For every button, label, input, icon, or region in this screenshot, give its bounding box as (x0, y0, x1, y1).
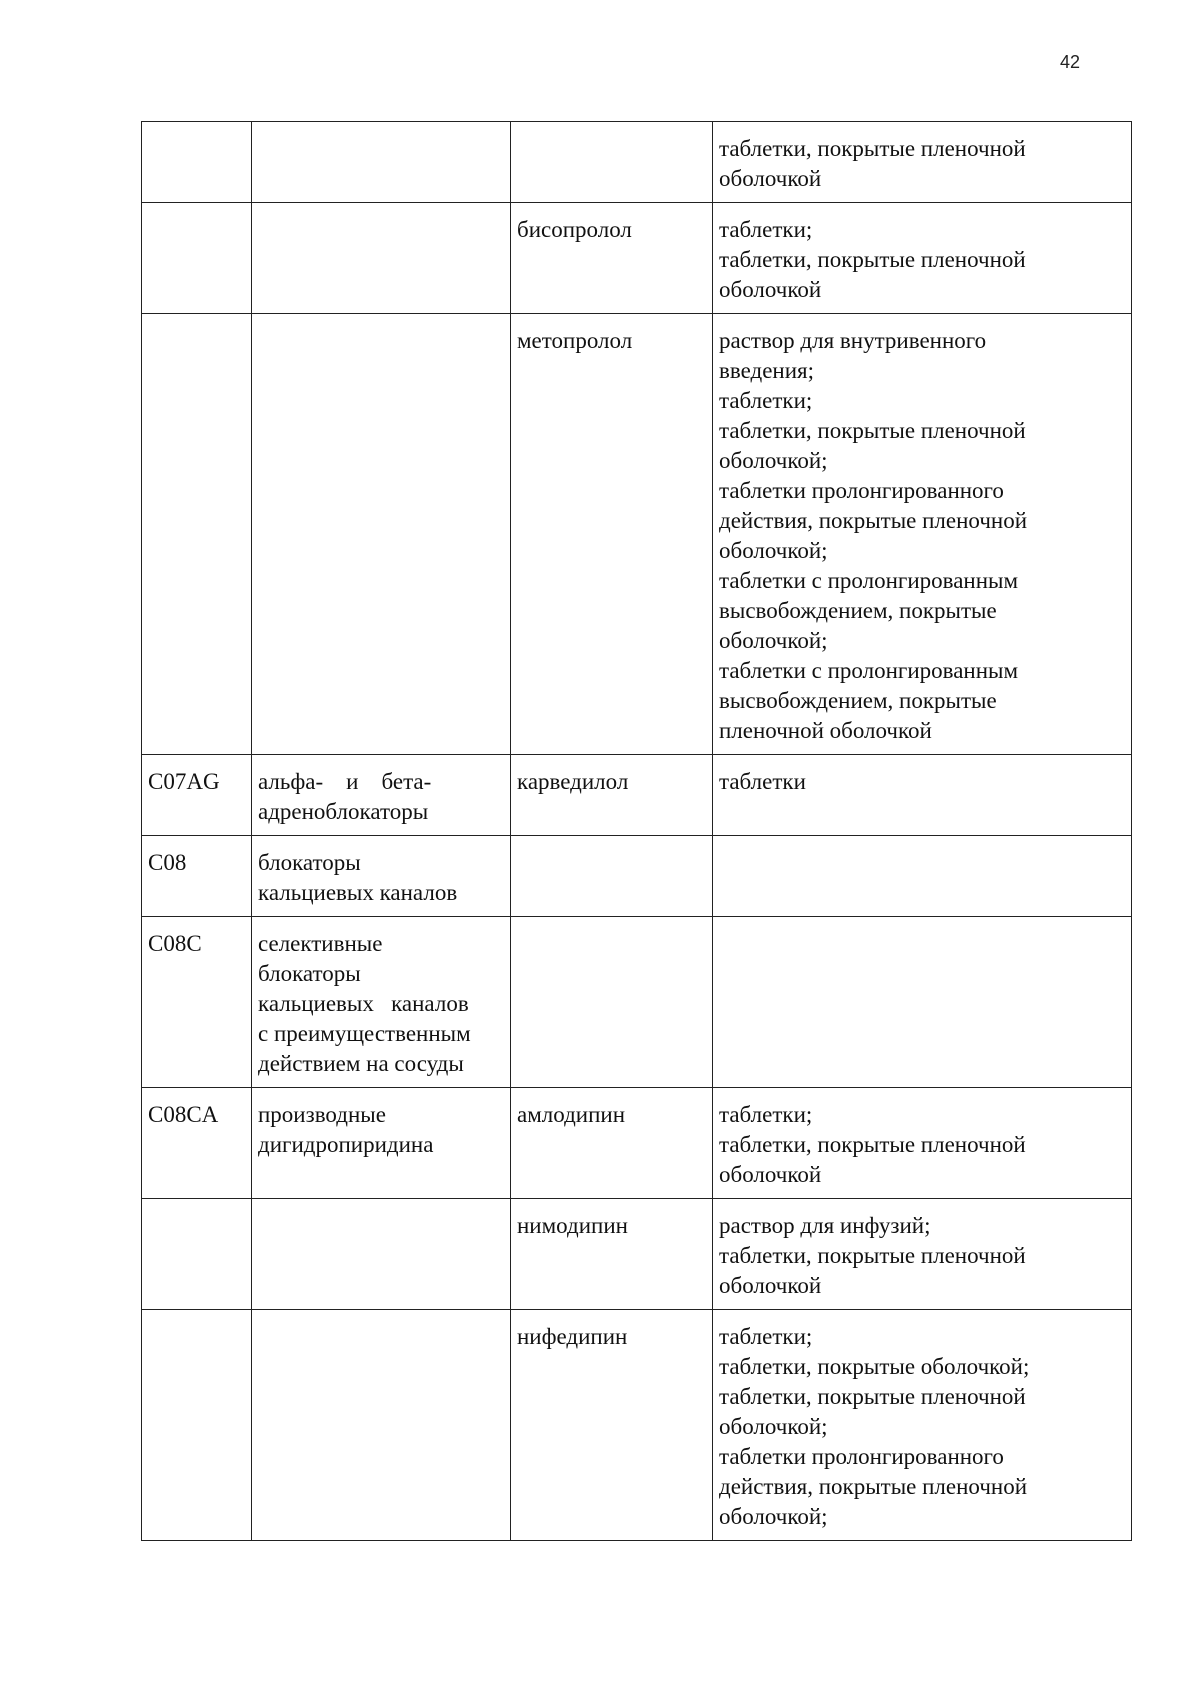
atc-code-cell: C08C (142, 917, 252, 1088)
table-row (142, 836, 1132, 917)
dosage-form-line: таблетки пролонгированного (719, 478, 1004, 503)
dosage-form-line: таблетки с пролонгированным (719, 658, 1019, 683)
group-line: адреноблокаторы (258, 799, 429, 824)
anatomic-group-cell (252, 836, 511, 917)
group-line: блокаторы (258, 961, 361, 986)
drug-name-cell: нифедипин (511, 1310, 713, 1541)
group-line: производные (258, 1102, 386, 1127)
atc-code-cell (142, 203, 252, 314)
dosage-forms-cell (713, 755, 1132, 836)
table-body (142, 122, 1132, 1541)
anatomic-group-cell (252, 203, 511, 314)
group-line: кальциевых каналов (258, 991, 469, 1016)
drug-name-cell: карведилол (511, 755, 713, 836)
group-line: кальциевых каналов (258, 880, 458, 905)
dosage-form-line: оболочкой; (719, 628, 828, 653)
table-row (142, 1199, 1132, 1310)
dosage-form-line: оболочкой (719, 1273, 822, 1298)
dosage-forms-cell (713, 122, 1132, 203)
table-row (142, 122, 1132, 203)
group-line: действием на сосуды (258, 1051, 464, 1076)
dosage-form-line: действия, покрытые пленочной (719, 508, 1028, 533)
anatomic-group-cell (252, 122, 511, 203)
drug-name-cell (511, 836, 713, 917)
dosage-forms-cell (713, 917, 1132, 1088)
drug-name-cell (511, 917, 713, 1088)
dosage-form-line: оболочкой; (719, 448, 828, 473)
table-row (142, 917, 1132, 1088)
dosage-form-line: таблетки, покрытые пленочной (719, 418, 1026, 443)
dosage-form-line: оболочкой; (719, 1414, 828, 1439)
dosage-forms-cell (713, 203, 1132, 314)
dosage-form-line: действия, покрытые пленочной (719, 1474, 1028, 1499)
atc-code-cell (142, 1199, 252, 1310)
group-line: блокаторы (258, 850, 361, 875)
drug-name-cell: бисопролол (511, 203, 713, 314)
group-line: дигидропиридина (258, 1132, 434, 1157)
dosage-form-line: таблетки, покрытые пленочной (719, 1243, 1026, 1268)
dosage-form-line: таблетки, покрытые пленочной (719, 136, 1026, 161)
dosage-form-line: оболочкой; (719, 538, 828, 563)
table-row (142, 203, 1132, 314)
table-row (142, 1310, 1132, 1541)
dosage-form-line: таблетки, покрытые оболочкой; (719, 1354, 1030, 1379)
dosage-form-line: оболочкой (719, 1162, 822, 1187)
atc-code-cell: C08CA (142, 1088, 252, 1199)
anatomic-group-cell (252, 1310, 511, 1541)
dosage-form-line: таблетки (719, 769, 806, 794)
dosage-forms-cell (713, 1199, 1132, 1310)
dosage-form-line: таблетки, покрытые пленочной (719, 247, 1026, 272)
dosage-form-line: таблетки; (719, 1102, 813, 1127)
dosage-form-line: раствор для внутривенного (719, 328, 987, 353)
dosage-form-line: таблетки с пролонгированным (719, 568, 1019, 593)
atc-code-cell: C07AG (142, 755, 252, 836)
table-row (142, 314, 1132, 755)
table-row (142, 1088, 1132, 1199)
atc-code-cell: C08 (142, 836, 252, 917)
group-line: с преимущественным (258, 1021, 471, 1046)
dosage-form-line: пленочной оболочкой (719, 718, 932, 743)
dosage-form-line: таблетки, покрытые пленочной (719, 1384, 1026, 1409)
anatomic-group-cell (252, 1088, 511, 1199)
atc-code-cell (142, 122, 252, 203)
dosage-form-line: таблетки; (719, 217, 813, 242)
dosage-forms-cell (713, 1088, 1132, 1199)
dosage-form-line: высвобождением, покрытые (719, 598, 997, 623)
dosage-forms-cell (713, 1310, 1132, 1541)
dosage-form-line: раствор для инфузий; (719, 1213, 931, 1238)
drug-name-cell: нимодипин (511, 1199, 713, 1310)
drug-name-cell (511, 122, 713, 203)
dosage-form-line: таблетки; (719, 388, 813, 413)
dosage-form-line: оболочкой (719, 277, 822, 302)
dosage-forms-cell (713, 836, 1132, 917)
table-row (142, 755, 1132, 836)
group-line: альфа- и бета- (258, 769, 432, 794)
dosage-form-line: таблетки; (719, 1324, 813, 1349)
dosage-form-line: оболочкой (719, 166, 822, 191)
anatomic-group-cell (252, 1199, 511, 1310)
atc-code-cell (142, 314, 252, 755)
dosage-form-line: высвобождением, покрытые (719, 688, 997, 713)
drug-name-cell: метопролол (511, 314, 713, 755)
anatomic-group-cell (252, 314, 511, 755)
atc-code-cell (142, 1310, 252, 1541)
anatomic-group-cell (252, 755, 511, 836)
group-line: селективные (258, 931, 383, 956)
drug-name-cell: амлодипин (511, 1088, 713, 1199)
drug-table (141, 121, 1132, 1541)
anatomic-group-cell (252, 917, 511, 1088)
dosage-form-line: таблетки, покрытые пленочной (719, 1132, 1026, 1157)
dosage-form-line: оболочкой; (719, 1504, 828, 1529)
page-number: 42 (1060, 52, 1081, 72)
dosage-forms-cell (713, 314, 1132, 755)
dosage-form-line: таблетки пролонгированного (719, 1444, 1004, 1469)
dosage-form-line: введения; (719, 358, 814, 383)
